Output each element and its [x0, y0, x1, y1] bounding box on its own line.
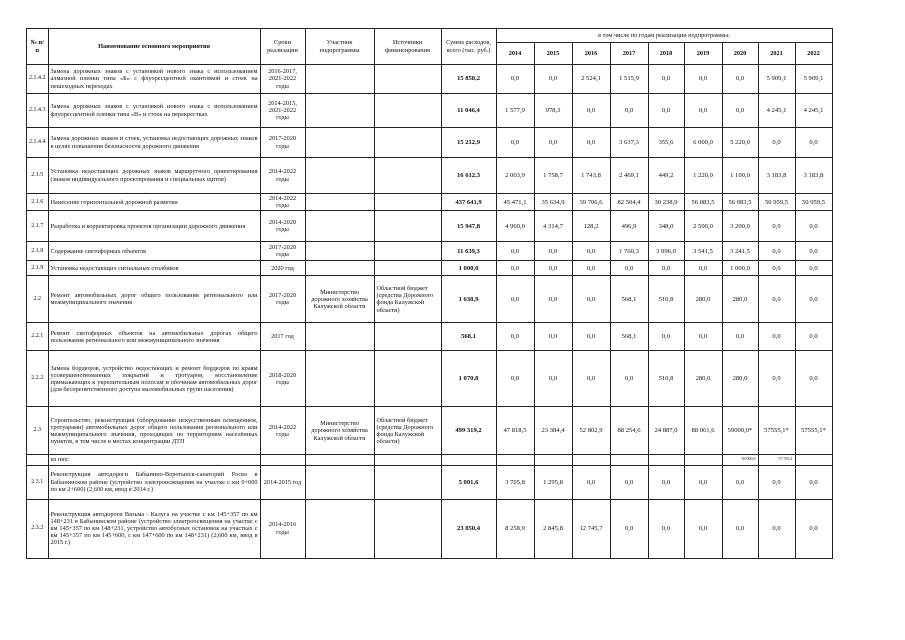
row-name: Установка недостающих дорожных знаков маршрутного ориентирования (знаков индивидуального проектирования и специальных щитов): [48, 158, 260, 194]
row-name: Замена бордюров, устройство недостающих и ремонт бордюров по краям усовершенствованных покрытий и тротуаров, восстановление примыкающих к укрепительным полосам и обочинам автомобильных дорог (для беспрепятственного доступа маломобильных групп населения): [48, 351, 260, 407]
row-value-2018: 0,0: [648, 499, 684, 558]
row-source: [374, 128, 441, 158]
row-value-2014: 0,0: [496, 323, 534, 351]
row-code: 2.1.8: [27, 242, 49, 261]
row-value-2016: 0,0: [572, 465, 610, 499]
row-value-2021: 0,0: [758, 351, 795, 407]
row-value-2017: 568,1: [610, 276, 648, 323]
row-value-2022: 0,0: [795, 242, 832, 261]
col-sum: Сумма расходов, всего (тыс. руб.): [441, 29, 496, 65]
year-header-2020: 2020: [722, 43, 758, 65]
row-value-2019: 2 500,0: [684, 211, 722, 242]
row-participant: [305, 351, 374, 407]
row-code: 2.1.7: [27, 211, 49, 242]
table-row: [27, 194, 833, 211]
row-value-2019: 3 541,5: [684, 242, 722, 261]
row-value-2016: 128,2: [572, 211, 610, 242]
row-participant: [305, 455, 374, 465]
row-period: 2017-2020 годы: [260, 242, 305, 261]
row-source: Областной бюджет (средства Дорожного фонда Калужской области): [374, 276, 441, 323]
row-value-2021: 4 245,1: [758, 94, 795, 128]
row-value-2016: 0,0: [572, 242, 610, 261]
row-sum: 11 046,4: [441, 94, 496, 128]
row-value-2014: 1 577,9: [496, 94, 534, 128]
row-value-2017: 1 515,9: [610, 65, 648, 94]
col-num: № п/п: [27, 29, 49, 65]
row-code: 2.1.6: [27, 194, 49, 211]
row-sum: 15 947,8: [441, 211, 496, 242]
row-value-2020: 1 000,0: [722, 261, 758, 276]
row-value-2020: 3 241,5: [722, 242, 758, 261]
row-sum: 437 641,9: [441, 194, 496, 211]
row-value-2021: 0,0: [758, 242, 795, 261]
row-participant: [305, 323, 374, 351]
year-header-2016: 2016: [572, 43, 610, 65]
row-value-2019: 280,0: [684, 276, 722, 323]
row-value-2014: 0,0: [496, 128, 534, 158]
row-value-2021: 0,0: [758, 128, 795, 158]
row-value-2014: 0,0: [496, 351, 534, 407]
row-value-2015: 35 634,9: [534, 194, 572, 211]
row-value-2019: 0,0: [684, 499, 722, 558]
row-value-2019: 0,0: [684, 65, 722, 94]
table-row: [27, 455, 833, 465]
row-name: Реконструкция автодороги Бабынино-Воротынск-санаторий Росва в Бабынинском районе (устройство электроосвещения на участке с км 0+000 по км 2+600) (2,600 км, ввод в 2014 г.): [48, 465, 260, 499]
row-value-2014: 0,0: [496, 276, 534, 323]
row-value-2015: [534, 455, 572, 465]
table-row: [27, 158, 833, 194]
row-source: [374, 65, 441, 94]
table-row: [27, 465, 833, 499]
row-period: 2014-2022 годы: [260, 407, 305, 455]
row-value-2022: 0,0: [795, 465, 832, 499]
row-code: 2.1.5: [27, 158, 49, 194]
table-row: [27, 499, 833, 558]
row-name: Ремонт автомобильных дорог общего пользования регионального или межмуниципального значения: [48, 276, 260, 323]
row-source: [374, 465, 441, 499]
row-value-2014: 0,0: [496, 65, 534, 94]
row-sum: [441, 455, 496, 465]
row-source: [374, 94, 441, 128]
row-value-2020: 1 100,0: [722, 158, 758, 194]
table-row: [27, 276, 833, 323]
row-value-2014: 2 003,9: [496, 158, 534, 194]
row-value-2021: 3 183,8: [758, 158, 795, 194]
row-value-2021: 0,0: [758, 465, 795, 499]
row-sum: 15 858,2: [441, 65, 496, 94]
year-header-2019: 2019: [684, 43, 722, 65]
header-row-1: [27, 29, 833, 43]
row-value-2019: 56 083,5: [684, 194, 722, 211]
row-value-2020: 0,0: [722, 465, 758, 499]
row-participant: [305, 465, 374, 499]
row-source: [374, 261, 441, 276]
row-period: 2017-2020 годы: [260, 128, 305, 158]
row-value-2018: 0,0: [648, 65, 684, 94]
row-name: Замена дорожных знаков с установкой нового знака с использованием алмазной пленки типа «Б» с флуоресцентной окантовкой и стоек на пешеходных переходах: [48, 65, 260, 94]
row-value-2016: 2 524,1: [572, 65, 610, 94]
row-value-2016: 52 802,9: [572, 407, 610, 455]
row-value-2022: 4 245,1: [795, 94, 832, 128]
row-value-2016: 0,0: [572, 128, 610, 158]
row-source: [374, 158, 441, 194]
row-value-2021: 0,0: [758, 323, 795, 351]
row-value-2022: 0,0: [795, 276, 832, 323]
row-source: [374, 499, 441, 558]
row-participant: [305, 242, 374, 261]
row-value-2021: 0,0: [758, 261, 795, 276]
year-header-2022: 2022: [795, 43, 832, 65]
table-body: [27, 65, 833, 559]
table-row: [27, 242, 833, 261]
row-participant: [305, 128, 374, 158]
row-participant: [305, 65, 374, 94]
row-value-2021: 0,0: [758, 276, 795, 323]
year-header-2015: 2015: [534, 43, 572, 65]
row-value-2014: 3 705,8: [496, 465, 534, 499]
row-source: [374, 211, 441, 242]
row-value-2016: 0,0: [572, 94, 610, 128]
row-value-2015: 1 295,8: [534, 465, 572, 499]
table-row: [27, 65, 833, 94]
col-name: Наименование основного мероприятия: [48, 29, 260, 65]
row-sum: 1 000,0: [441, 261, 496, 276]
row-value-2018: 355,6: [648, 128, 684, 158]
row-value-2018: [648, 455, 684, 465]
row-value-2015: 0,0: [534, 242, 572, 261]
row-value-2022: 0,0: [795, 351, 832, 407]
row-value-2017: [610, 455, 648, 465]
row-value-2014: 8 258,9: [496, 499, 534, 558]
row-period: 2016-2017, 2021-2022 годы: [260, 65, 305, 94]
row-value-2017: 496,9: [610, 211, 648, 242]
row-value-2019: [684, 455, 722, 465]
row-value-2015: 2 845,8: [534, 499, 572, 558]
row-code: 2.1.4.2: [27, 65, 49, 94]
row-value-2020: 0,0: [722, 94, 758, 128]
row-value-2021: 57 555,1: [758, 455, 795, 465]
row-value-2022: 5 909,1: [795, 65, 832, 94]
row-code: 2.3.1: [27, 465, 49, 499]
table-row: [27, 211, 833, 242]
row-value-2022: 0,0: [795, 128, 832, 158]
row-source: [374, 242, 441, 261]
row-value-2015: 0,0: [534, 323, 572, 351]
row-sum: 1 638,9: [441, 276, 496, 323]
row-value-2018: 0,0: [648, 94, 684, 128]
row-value-2022: 3 183,8: [795, 158, 832, 194]
row-value-2015: 1 758,7: [534, 158, 572, 194]
row-value-2015: 0,0: [534, 276, 572, 323]
row-period: 2014-2022 годы: [260, 158, 305, 194]
row-value-2016: 0,0: [572, 323, 610, 351]
row-value-2022: 0,0: [795, 499, 832, 558]
row-value-2015: 978,3: [534, 94, 572, 128]
row-value-2020: 59 000,0: [722, 455, 758, 465]
row-participant: [305, 211, 374, 242]
row-period: 2017 год: [260, 323, 305, 351]
row-source: [374, 323, 441, 351]
row-value-2018: 0,0: [648, 261, 684, 276]
row-value-2019: 0,0: [684, 323, 722, 351]
row-participant: [305, 158, 374, 194]
row-period: 2014-2016 годы: [260, 499, 305, 558]
col-participant: Участник подпрограммы: [305, 29, 374, 65]
row-period: 2014-2015 год: [260, 465, 305, 499]
row-value-2017: 3 637,3: [610, 128, 648, 158]
row-participant: [305, 194, 374, 211]
row-value-2022: 0,0: [795, 323, 832, 351]
row-value-2014: 47 818,5: [496, 407, 534, 455]
row-period: [260, 455, 305, 465]
document-sheet: [26, 28, 833, 559]
row-period: 2014-2022 годы: [260, 194, 305, 211]
row-value-2017: 0,0: [610, 351, 648, 407]
row-value-2015: 0,0: [534, 65, 572, 94]
row-value-2014: 45 471,1: [496, 194, 534, 211]
row-value-2015: 4 314,7: [534, 211, 572, 242]
row-value-2018: 30 238,9: [648, 194, 684, 211]
row-code: [27, 455, 49, 465]
row-value-2020: 59000,0*: [722, 407, 758, 455]
row-code: 2.1.9: [27, 261, 49, 276]
row-value-2020: 56 083,5: [722, 194, 758, 211]
col-period: Сроки реализации: [260, 29, 305, 65]
year-header-2017: 2017: [610, 43, 648, 65]
row-name: из них:: [48, 455, 260, 465]
row-value-2015: 0,0: [534, 128, 572, 158]
row-source: [374, 455, 441, 465]
row-sum: 11 639,3: [441, 242, 496, 261]
row-value-2021: 57555,1*: [758, 407, 795, 455]
row-value-2022: 0,0: [795, 261, 832, 276]
row-name: Замена дорожных знаков и стоек, установка недостающих дорожных знаков в целях повышения безопасности дорожного движения: [48, 128, 260, 158]
row-value-2016: 0,0: [572, 261, 610, 276]
row-value-2017: 0,0: [610, 499, 648, 558]
table-row: [27, 351, 833, 407]
row-value-2016: 1 743,8: [572, 158, 610, 194]
row-participant: Министерство дорожного хозяйства Калужской области: [305, 276, 374, 323]
row-value-2018: 348,0: [648, 211, 684, 242]
row-value-2019: 0,0: [684, 465, 722, 499]
row-source: [374, 351, 441, 407]
row-value-2015: 23 384,4: [534, 407, 572, 455]
row-source: Областной бюджет (средства Дорожного фонда Калужской области): [374, 407, 441, 455]
row-value-2021: 50 959,5: [758, 194, 795, 211]
row-value-2020: 3 200,0: [722, 211, 758, 242]
table-row: [27, 323, 833, 351]
row-value-2018: 510,8: [648, 276, 684, 323]
row-value-2022: 50 959,5: [795, 194, 832, 211]
year-header-2018: 2018: [648, 43, 684, 65]
row-value-2018: 3 096,0: [648, 242, 684, 261]
row-name: Реконструкция автодороги Вязьма - Калуга на участке с км 145+357 по км 148+231 в Бабынинском районе (устройство электроосвещения на участке с км 145+357 по км 148+231, устройство автобусных остановок на участках с км 145+357 по км 145+600, с км 147+600 по км 148+231) (2,600 км, ввод в 2015 г.): [48, 499, 260, 558]
row-sum: 499 319,2: [441, 407, 496, 455]
row-value-2017: 568,1: [610, 323, 648, 351]
row-code: 2.2.1: [27, 323, 49, 351]
row-value-2022: 57555,1*: [795, 407, 832, 455]
row-name: Замена дорожных знаков с установкой нового знака с использованием флуоресцентной пленки типа «В» и стоек на перекрестках: [48, 94, 260, 128]
program-table: [26, 28, 833, 559]
row-value-2014: 4 960,0: [496, 211, 534, 242]
row-participant: [305, 261, 374, 276]
table-row: [27, 128, 833, 158]
row-sum: 16 612,3: [441, 158, 496, 194]
row-value-2021: 5 909,1: [758, 65, 795, 94]
row-value-2014: 0,0: [496, 261, 534, 276]
row-value-2015: 0,0: [534, 261, 572, 276]
row-value-2020: 0,0: [722, 499, 758, 558]
row-value-2017: 0,0: [610, 465, 648, 499]
row-sum: 568,1: [441, 323, 496, 351]
row-value-2017: 88 254,6: [610, 407, 648, 455]
row-value-2018: 0,0: [648, 465, 684, 499]
row-value-2016: 39 706,6: [572, 194, 610, 211]
table-row: [27, 407, 833, 455]
row-value-2019: 1 220,0: [684, 158, 722, 194]
row-code: 2.1.4.4: [27, 128, 49, 158]
row-value-2017: 2 469,1: [610, 158, 648, 194]
row-value-2018: 510,8: [648, 351, 684, 407]
row-value-2014: [496, 455, 534, 465]
row-name: Установка недостающих сигнальных столбиков: [48, 261, 260, 276]
row-name: Разработка и корректировка проектов организации дорожного движения: [48, 211, 260, 242]
row-code: 2.2: [27, 276, 49, 323]
table-row: [27, 94, 833, 128]
row-value-2019: 0,0: [684, 94, 722, 128]
row-value-2022: [795, 455, 832, 465]
row-value-2020: 0,0: [722, 65, 758, 94]
row-code: 2.2.2: [27, 351, 49, 407]
row-value-2019: 280,0: [684, 351, 722, 407]
row-value-2015: 0,0: [534, 351, 572, 407]
row-value-2018: 449,2: [648, 158, 684, 194]
row-value-2014: 0,0: [496, 242, 534, 261]
row-name: Нанесение горизонтальной дорожной разметки: [48, 194, 260, 211]
row-value-2017: 1 760,3: [610, 242, 648, 261]
row-sum: 15 212,9: [441, 128, 496, 158]
row-participant: [305, 94, 374, 128]
row-sum: 5 001,6: [441, 465, 496, 499]
col-source: Источники финансирования: [374, 29, 441, 65]
row-period: 2018-2020 годы: [260, 351, 305, 407]
row-value-2016: 12 745,7: [572, 499, 610, 558]
row-value-2017: 0,0: [610, 94, 648, 128]
year-header-2014: 2014: [496, 43, 534, 65]
row-value-2017: 82 504,4: [610, 194, 648, 211]
row-value-2016: 0,0: [572, 351, 610, 407]
row-participant: Министерство дорожного хозяйства Калужской области: [305, 407, 374, 455]
row-sum: 1 070,8: [441, 351, 496, 407]
row-value-2020: 280,0: [722, 276, 758, 323]
row-code: 2.3.2: [27, 499, 49, 558]
row-code: 2.3: [27, 407, 49, 455]
row-period: 2014-2015, 2021-2022 годы: [260, 94, 305, 128]
row-value-2018: 24 887,0: [648, 407, 684, 455]
row-value-2018: 0,0: [648, 323, 684, 351]
col-years-caption: в том числе по годам реализации подпрограммы:: [496, 29, 832, 43]
row-value-2019: 6 000,0: [684, 128, 722, 158]
row-value-2017: 0,0: [610, 261, 648, 276]
row-period: 2014-2020 годы: [260, 211, 305, 242]
row-value-2020: 280,0: [722, 351, 758, 407]
row-name: Строительство, реконструкция (оборудование искусственным освещением, тротуарами) автомобильных дорог общего пользования регионального или межмуниципального значения, проходящих по территориям населённых пунктов, в том числе в местах концентрации ДТП: [48, 407, 260, 455]
row-value-2019: 0,0: [684, 261, 722, 276]
row-sum: 23 850,4: [441, 499, 496, 558]
row-value-2021: 0,0: [758, 499, 795, 558]
row-name: Содержание светофорных объектов: [48, 242, 260, 261]
row-value-2016: [572, 455, 610, 465]
row-value-2019: 88 061,6: [684, 407, 722, 455]
row-name: Ремонт светофорных объектов на автомобильных дорогах общего пользования регионального или межмуниципального значения: [48, 323, 260, 351]
row-value-2020: 5 220,0: [722, 128, 758, 158]
row-code: 2.1.4.3: [27, 94, 49, 128]
row-value-2022: 0,0: [795, 211, 832, 242]
row-period: 2020 год: [260, 261, 305, 276]
row-source: [374, 194, 441, 211]
row-value-2016: 0,0: [572, 276, 610, 323]
row-participant: [305, 499, 374, 558]
row-period: 2017-2020 годы: [260, 276, 305, 323]
row-value-2020: 0,0: [722, 323, 758, 351]
table-row: [27, 261, 833, 276]
row-value-2021: 0,0: [758, 211, 795, 242]
year-header-2021: 2021: [758, 43, 795, 65]
